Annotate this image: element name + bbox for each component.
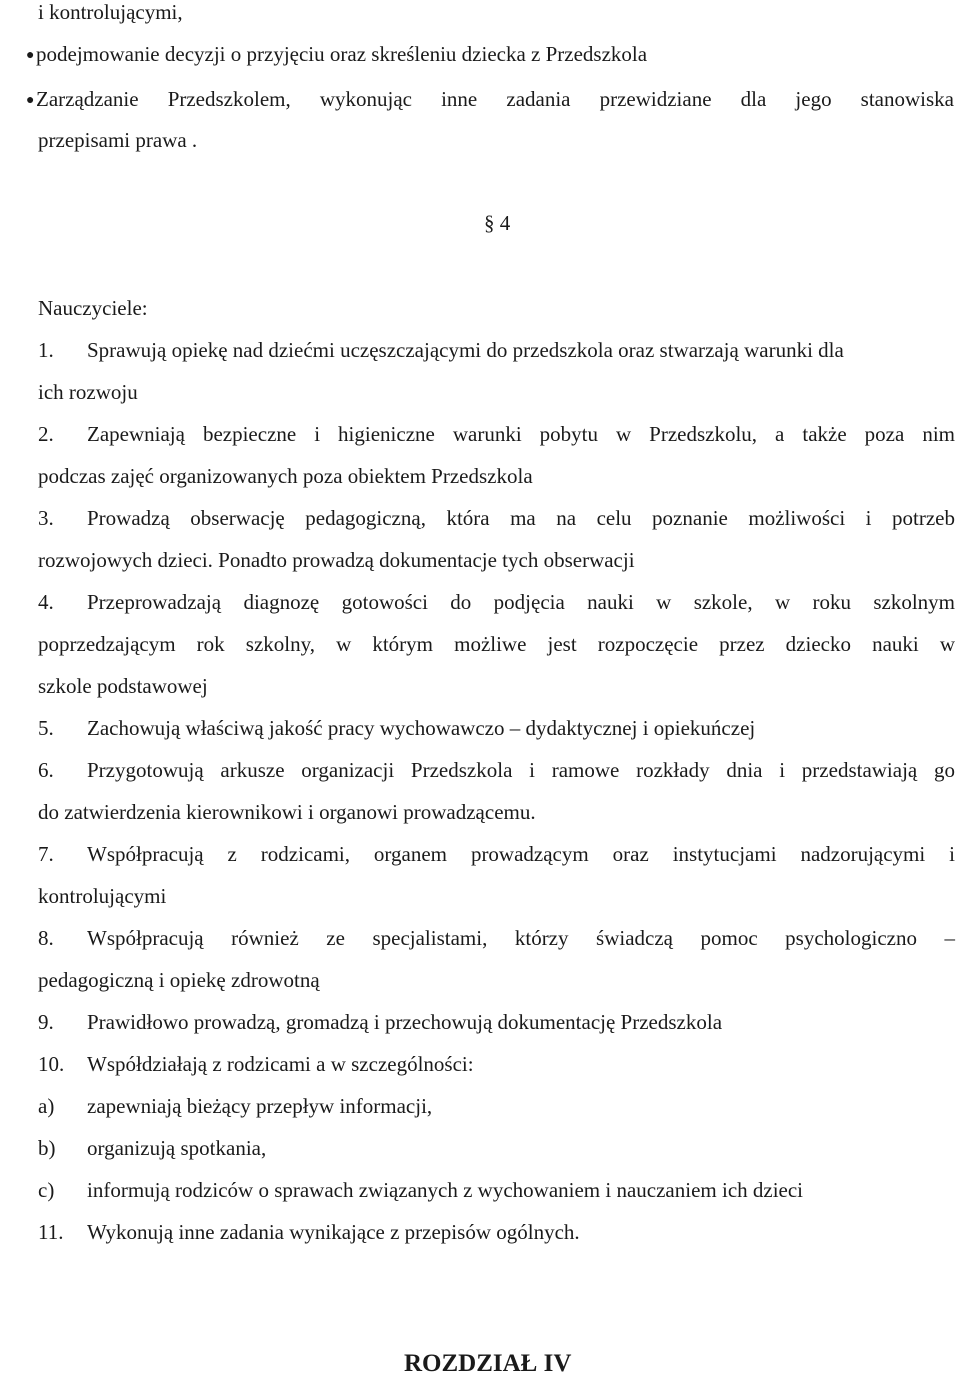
item-number: 3.: [38, 506, 54, 530]
bullet-item: [26, 42, 647, 68]
item-number: 1.: [38, 338, 54, 362]
bullet-item: [26, 87, 954, 113]
subitem-letter: b): [38, 1136, 56, 1160]
bullet-icon: ●: [26, 93, 35, 108]
section-intro: Nauczyciele:: [38, 296, 148, 320]
bullet-continuation: przepisami prawa .: [38, 128, 198, 152]
item-text: ich rozwoju: [38, 380, 138, 404]
item-text: Współpracują z rodzicami, organem prowadzącym oraz instytucjami nadzorującymi i: [87, 842, 955, 866]
item-text: Sprawują opiekę nad dziećmi uczęszczającymi do przedszkola oraz stwarzają warunki dla: [87, 338, 844, 362]
item-text: Zachowują właściwą jakość pracy wychowawczo – dydaktycznej i opiekuńczej: [87, 716, 756, 740]
subitem-text: zapewniają bieżący przepływ informacji,: [87, 1094, 433, 1118]
item-number: 2.: [38, 422, 54, 446]
item-text: Przeprowadzają diagnozę gotowości do podjęcia nauki w szkole, w roku szkolnym: [87, 590, 955, 614]
bullet-icon: ●: [26, 48, 35, 63]
item-number: 4.: [38, 590, 54, 614]
item-number: 11.: [38, 1220, 64, 1244]
item-number: 8.: [38, 926, 54, 950]
item-number: 5.: [38, 716, 54, 740]
item-text: Prawidłowo prowadzą, gromadzą i przechowują dokumentację Przedszkola: [87, 1010, 723, 1034]
item-number: 6.: [38, 758, 54, 782]
section-mark: § 4: [484, 211, 511, 235]
intro-line: i kontrolującymi,: [38, 0, 183, 24]
bullet-text: podejmowanie decyzji o przyjęciu oraz skreśleniu dziecka z Przedszkola: [36, 42, 648, 66]
item-text: pedagogiczną i opiekę zdrowotną: [38, 968, 320, 992]
item-text: kontrolującymi: [38, 884, 167, 908]
item-text: Współpracują również ze specjalistami, którzy świadczą pomoc psychologiczno –: [87, 926, 955, 950]
bullet-text: Zarządzanie Przedszkolem, wykonując inne zadania przewidziane dla jego stanowiska: [36, 87, 954, 111]
subitem-text: organizują spotkania,: [87, 1136, 267, 1160]
subitem-text: informują rodziców o sprawach związanych z wychowaniem i nauczaniem ich dzieci: [87, 1178, 804, 1202]
subitem-letter: a): [38, 1094, 55, 1118]
item-text: szkole podstawowej: [38, 674, 208, 698]
item-text: Prowadzą obserwację pedagogiczną, która ma na celu poznanie możliwości i potrzeb: [87, 506, 955, 530]
item-number: 9.: [38, 1010, 54, 1034]
item-text: Przygotowują arkusze organizacji Przedszkola i ramowe rozkłady dnia i przedstawiają go: [87, 758, 955, 782]
item-text: podczas zajęć organizowanych poza obiektem Przedszkola: [38, 464, 533, 488]
item-text: do zatwierdzenia kierownikowi i organowi prowadzącemu.: [38, 800, 536, 824]
item-text: Wykonują inne zadania wynikające z przepisów ogólnych.: [87, 1220, 580, 1244]
chapter-heading: ROZDZIAŁ IV: [404, 1350, 572, 1377]
item-text: Zapewniają bezpieczne i higieniczne warunki pobytu w Przedszkolu, a także poza nim: [87, 422, 955, 446]
item-number: 10.: [38, 1052, 65, 1076]
item-text: poprzedzającym rok szkolny, w którym możliwe jest rozpoczęcie przez dziecko nauki w: [38, 632, 955, 656]
item-text: rozwojowych dzieci. Ponadto prowadzą dokumentacje tych obserwacji: [38, 548, 635, 572]
item-text: Współdziałają z rodzicami a w szczególności:: [87, 1052, 474, 1076]
item-number: 7.: [38, 842, 54, 866]
subitem-letter: c): [38, 1178, 55, 1202]
